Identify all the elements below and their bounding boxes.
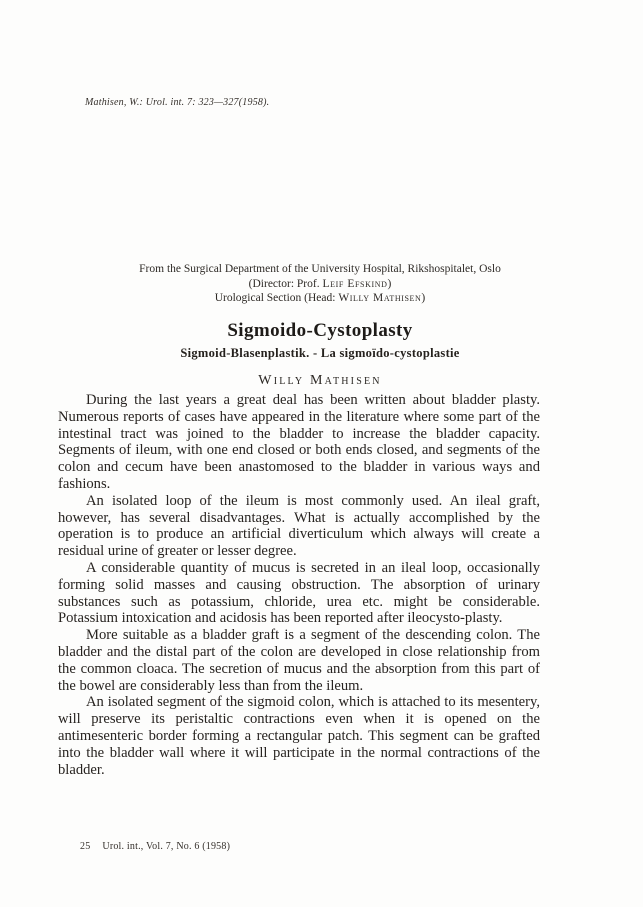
body-paragraph: A considerable quantity of mucus is secreted in an ileal loop, occasionally forming solid masses and causing obstruction. The absorption of urinary substances such as potassium, chloride, urea etc. might be considerable. Potassium intoxication and acidosis has been reported after ileocysto-plasty. bbox=[58, 559, 540, 627]
footer-page-number: 25 bbox=[80, 841, 91, 852]
section-line bbox=[58, 291, 582, 306]
section-suffix: ) bbox=[421, 292, 426, 304]
article-body bbox=[58, 392, 540, 778]
body-paragraph: An isolated segment of the sigmoid colon, which is attached to its mesentery, will preserve its peristaltic contractions even when it is opened on the antimesenteric border forming a rectangular patch. This segment can be grafted into the bladder wall where it will participate in the normal contractions of the bladder. bbox=[58, 694, 540, 778]
director-label: (Director: Prof. bbox=[248, 277, 323, 290]
heading-block bbox=[58, 262, 582, 389]
affiliation-line: From the Surgical Department of the University Hospital, Rikshospitalet, Oslo bbox=[139, 263, 501, 275]
journal-footer bbox=[80, 841, 230, 852]
body-paragraph: An isolated loop of the ileum is most commonly used. An ileal graft, however, has several disadvantages. What is actually accomplished by the operation is to produce an artificial diverticulum which always will create a residual urine of greater or lesser degree. bbox=[58, 492, 540, 560]
director-line bbox=[58, 277, 582, 292]
header-citation: Mathisen, W.: Urol. int. 7: 323—327(1958). bbox=[85, 97, 270, 108]
author-name: Willy Mathisen bbox=[258, 372, 382, 388]
body-paragraph: More suitable as a bladder graft is a segment of the descending colon. The bladder and the distal part of the colon are developed in close relationship from the common cloaca. The secretion of mucus and the absorption from this part of the bowel are considerably less than from the ileum. bbox=[58, 627, 540, 694]
director-name: Leif Efskind bbox=[322, 277, 388, 290]
body-paragraph: During the last years a great deal has been written about bladder plasty. Numerous reports of cases have appeared in the literature where some part of the intestinal tract was joined to the bladder to increase the bladder capacity. Segments of ileum, with one end closed or both ends closed, and segments of the colon and cecum have been anastomosed to the bladder in various ways and fashions. bbox=[58, 392, 540, 492]
article-title: Sigmoido-Cystoplasty bbox=[227, 319, 413, 341]
footer-journal-ref: Urol. int., Vol. 7, No. 6 (1958) bbox=[102, 841, 231, 852]
director-suffix: ) bbox=[387, 277, 392, 290]
section-head-name: Willy Mathisen bbox=[338, 292, 422, 304]
article-subtitle: Sigmoid-Blasenplastik. - La sigmoïdo-cystoplastie bbox=[180, 345, 460, 360]
section-label: Urological Section (Head: bbox=[214, 292, 339, 304]
